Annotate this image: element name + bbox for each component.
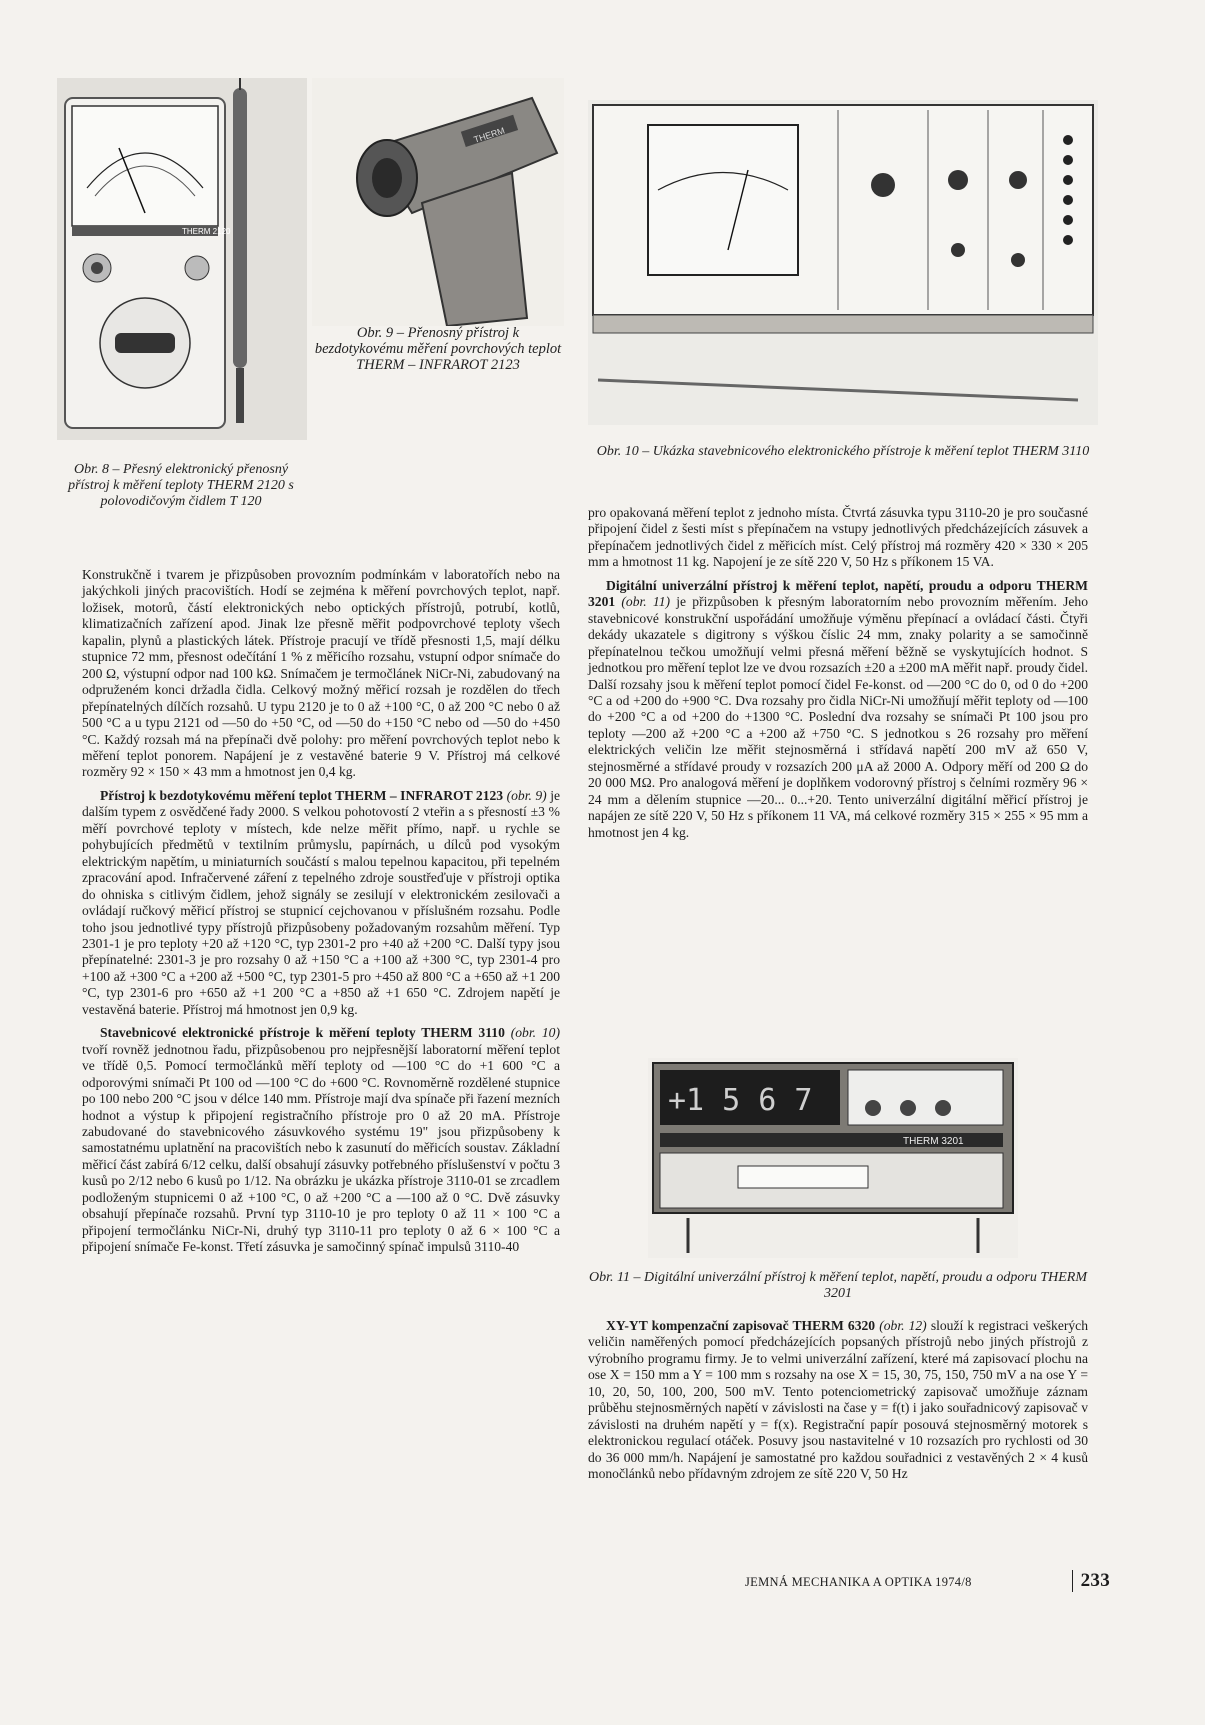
digital-display: +1 5 6 7 (668, 1083, 813, 1118)
figure-10-caption: Obr. 10 – Ukázka stavebnicového elektronického přístroje k měření teplot THERM 3110 (596, 444, 1090, 459)
left-paragraph-1: Konstrukčně i tvarem je přizpůsoben provozním podmínkám v laboratořích nebo na jakýchkoli jiných pracovištích. Hodí se zejména k měření povrchových teplot, např. ložisek, motorů, částí elektronických nebo optických přístrojů, potrubí, kotlů, klimatizačních zařízení apod. Jinak lze přesně měřit podpovrchové teploty všech kapalin, plynů a plastických látek. Přístroje pracují ve třídě přesnosti 1,5, mají délku stupnice 72 mm, přesnost odečítání 1 % z měřicího rozsahu, vstupní odpor snímače do 200 Ω, výstupní odpor nad 100 kΩ. Snímačem je termočlánek NiCr-Ni, zabudovaný na odpruženém konci držadla čidla. Celkový možný měřicí rozsah je rozdělen do třech přepínatelných dílčích rozsahů. U typu 2120 je to 0 až +100 °C, 0 až 200 °C nebo 0 až 500 °C a u typu 2121 od —50 do +50 °C, od —50 do +150 °C nebo od —50 do +450 °C. Každý rozsah má na přepínači dvě polohy: pro měření povrchových teplot nebo k měření teplot ponorem. Napájení je z vestavěné baterie 9 V. Přístroj má celkové rozměry 92 × 150 × 43 mm a hmotnost jen 0,4 kg. (82, 567, 560, 780)
right-paragraph-2 (588, 578, 1088, 841)
therm-3201-text: je přizpůsoben k přesným laboratorním nebo provozním měřením. Jeho stavebnicové konstrukční uspořádání umožňuje výměnu přepínací a ovládací části. Čtyři dekády ukazatele s digitrony s výškou číslic 24 mm, znaky polarity a se samočinně přepínatelnou tečkou umožňují velmi přesná měření běžně se vyskytujících hodnot. S jednotkou pro měření teplot lze ve dvou rozsazích ±20 a ±200 mA měřit např. proudy čidel. Další rozsahy jsou k měření teplot pomocí čidel Fe-konst. od —200 °C do 0, od 0 do +200 °C a od +200 do +900 °C. Dva rozsahy pro čidla NiCr-Ni umožňují měřit teploty od —100 do +200 °C a od +200 do +1300 °C. Poslední dva rozsahy se snímači Pt 100 jsou pro teploty —200 až +200 °C a +200 až +750 °C. S jednotkou s 26 rozsahy pro měření elektrických veličin lze měřit stejnosměrná i střídavá napětí 200 mV až 650 V, stejnosměrné a střídavé proudy v rozsazích 200 μA až 2000 A. Odpory měří od 200 Ω do 20 000 MΩ. Pro analogová měření je doplňkem vodorovný přístroj s čelními rozměry 96 × 24 mm a dělením stupnice —20... 0...+20. Tento univerzální digitální měřicí přístroj je napájen ze sítě 220 V, 50 Hz s příkonem 11 VA, má celkové rozměry 315 × 255 × 95 mm a hmotnost jen 4 kg. (588, 594, 1089, 840)
therm-3110-illustration (588, 100, 1098, 425)
left-paragraph-3 (82, 1025, 560, 1255)
meter-label: THERM 2120 (182, 227, 231, 236)
therm-3110-text: tvoří rovněž jednotnou řadu, přizpůsobenou pro nejpřesnější laboratorní měření teplot ve třídě 0,5. Pomocí termočlánků měří teploty od —100 °C do +1 600 °C a odporovými snímači Pt 100 od —100 °C do +600 °C. Rovnoměrně rozdělené stupnice po 100 nebo 200 °C jsou v délce 140 mm. Přístroje mají dva spínače při řazení mezních hodnot a výstup k připojení registračního přístroje pro 0 až 20 mA. Přístroje zabudované do stavebnicového zásuvkového systému 19" jsou přizpůsobeny k samostatnému uplatnění na pracovištích nebo k zasunutí do měřicích soustav. Základní měřicí část zabírá 6/12 celku, další obsahují zásuvky potřebného příslušenství v počtu 3 kusů po 2/12 nebo 6 kusů po 1/12. Na obrázku je ukázka přístroje 3110-01 se zrcadlem podloženým stupnicemi 0 až +100 °C, 0 až +200 °C a —100 až 0 °C. Dvě zásuvky obsahují přepínače rozsahů. První typ 3110-10 je pro teploty 0 až 11 × 100 °C a připojení termočlánku NiCr-Ni, druhý typ 3110-11 pro teploty 0 až 6 × 100 °C a připojení snímače Fe-konst. Třetí zásuvka je samočinný spínač impulsů 3110-40 (82, 1041, 560, 1255)
figure-10-photo (588, 100, 1098, 425)
therm-3110-heading: Stavebnicové elektronické přístroje k měření teploty THERM 3110 (100, 1025, 505, 1041)
infrarot-2123-illustration (312, 78, 564, 326)
figure-9-photo (312, 78, 564, 326)
therm-3201-heading: Digitální univerzální přístroj k měření teplot, napětí, proudu a odporu THERM 3201 (588, 577, 1088, 610)
therm-3201-figure-ref: (obr. 11) (621, 594, 671, 610)
therm-3201-illustration (648, 1058, 1018, 1258)
infrarot-figure-ref: (obr. 9) (506, 787, 547, 803)
therm-6320-text: slouží k registraci veškerých veličin naměřených pomocí předcházejících popsaných přístrojů nebo jiných přístrojů z výrobního programu firmy. Je to velmi univerzální zařízení, které má zapisovací plochu na ose X = 150 mm a Y = 100 mm s rozsahy na ose X = 15, 30, 75, 150, 750 mV a na ose Y = 10, 20, 50, 100, 200, 500 mV. Tento potenciometrický zapisovač umožňuje záznam průběhu stejnosměrných napětí v závislosti na čase y = f(t) i jako souřadnicový zapisovač v závislosti na druhém napětí y = f(x). Registrační papír posouvá stejnosměrný motorek s elektronickou regulací otáček. Posuvy jsou nastavitelné v 10 rozsazích pro rychlosti od 30 do 36 000 mm/h. Napájení je samostatné pro každou souřadnici z vestavěných 2 × 4 kusů monočlánků nebo přídavným zdrojem ze sítě 220 V, 50 Hz (588, 1318, 1089, 1482)
figure-8-caption: Obr. 8 – Přesný elektronický přenosný přístroj k měření teploty THERM 2120 s polovodičovým čidlem T 120 (68, 462, 294, 509)
figure-11-photo (648, 1058, 1018, 1258)
right-column-bottom (588, 1318, 1088, 1490)
therm-6320-heading: XY-YT kompenzační zapisovač THERM 6320 (606, 1318, 876, 1333)
page-footer (745, 1570, 1110, 1591)
figure-11-caption: Obr. 11 – Digitální univerzální přístroj k měření teplot, napětí, proudu a odporu THERM 3201 (588, 1270, 1088, 1301)
page-number: 233 (1072, 1570, 1110, 1592)
right-paragraph-3 (588, 1318, 1088, 1483)
infrarot-label: THERM (472, 125, 507, 145)
infrarot-heading: Přístroj k bezdotykovému měření teplot THERM – INFRAROT 2123 (100, 787, 504, 803)
therm-3201-label: THERM 3201 (903, 1136, 964, 1147)
therm-3110-figure-ref: (obr. 10) (510, 1025, 560, 1041)
left-column (82, 567, 560, 1263)
right-column-top (588, 505, 1088, 848)
left-paragraph-2 (82, 788, 560, 1018)
infrarot-text: je dalším typem z osvědčené řady 2000. S velkou pohotovostí 2 vteřin a s přesností ±3 % měří povrchové teploty v místech, kde nelze měřit přímo, např. u rychle se pohybujících předmětů v textilním průmyslu, papírnách, u dílců pod vysokým elektrickým napětím, u miniaturních součástí s malou tepelnou kapacitou, při tepelném zpracování apod. Infračervené záření z tepelného zdroje soustřeďuje v přístroji optika do ohniska s citlivým čidlem, jehož signály se zesilují v elektronickém zesilovači a ovládají ručkový měřicí přístroj se stupnicí cejchovanou v příslušném rozsahu. Podle toho jsou jednotlivé typy přístrojů přizpůsobeny požadovaným rozsahům měření. Typ 2301-1 je pro teploty +20 až +120 °C, typ 2301-2 pro +40 až +200 °C. Další typy jsou přepínatelné: 2301-3 je pro rozsahy 0 až +150 °C a +100 až +300 °C, typ 2301-4 pro +100 až +300 °C a +200 až +500 °C, typ 2301-5 pro +450 až 800 °C a +650 až +1 200 °C, typ 2301-6 pro +650 až +1 200 °C a +850 až +1 650 °C. Zdrojem napětí je vestavěná baterie. Přístroj má hmotnost jen 0,9 kg. (82, 787, 560, 1017)
right-paragraph-1: pro opakovaná měření teplot z jednoho místa. Čtvrtá zásuvka typu 3110-20 je pro současné připojení čidel z šesti míst s přepínačem na vstupy jednotlivých předcházejících zásuvek a přepínačem jednotlivých čidel z měřicích míst. Celý přístroj má rozměry 420 × 330 × 205 mm a hmotnost 11 kg. Napojení je ze sítě 220 V, 50 Hz s příkonem 15 VA. (588, 505, 1088, 570)
figure-8-photo (57, 78, 307, 440)
meter-2120-illustration (57, 78, 307, 440)
figure-9-caption: Obr. 9 – Přenosný přístroj k bezdotykovému měření povrchových teplot THERM – INFRAROT 2123 (314, 325, 562, 373)
therm-6320-figure-ref: (obr. 12) (879, 1318, 927, 1333)
journal-name: JEMNÁ MECHANIKA A OPTIKA 1974/8 (745, 1575, 972, 1589)
